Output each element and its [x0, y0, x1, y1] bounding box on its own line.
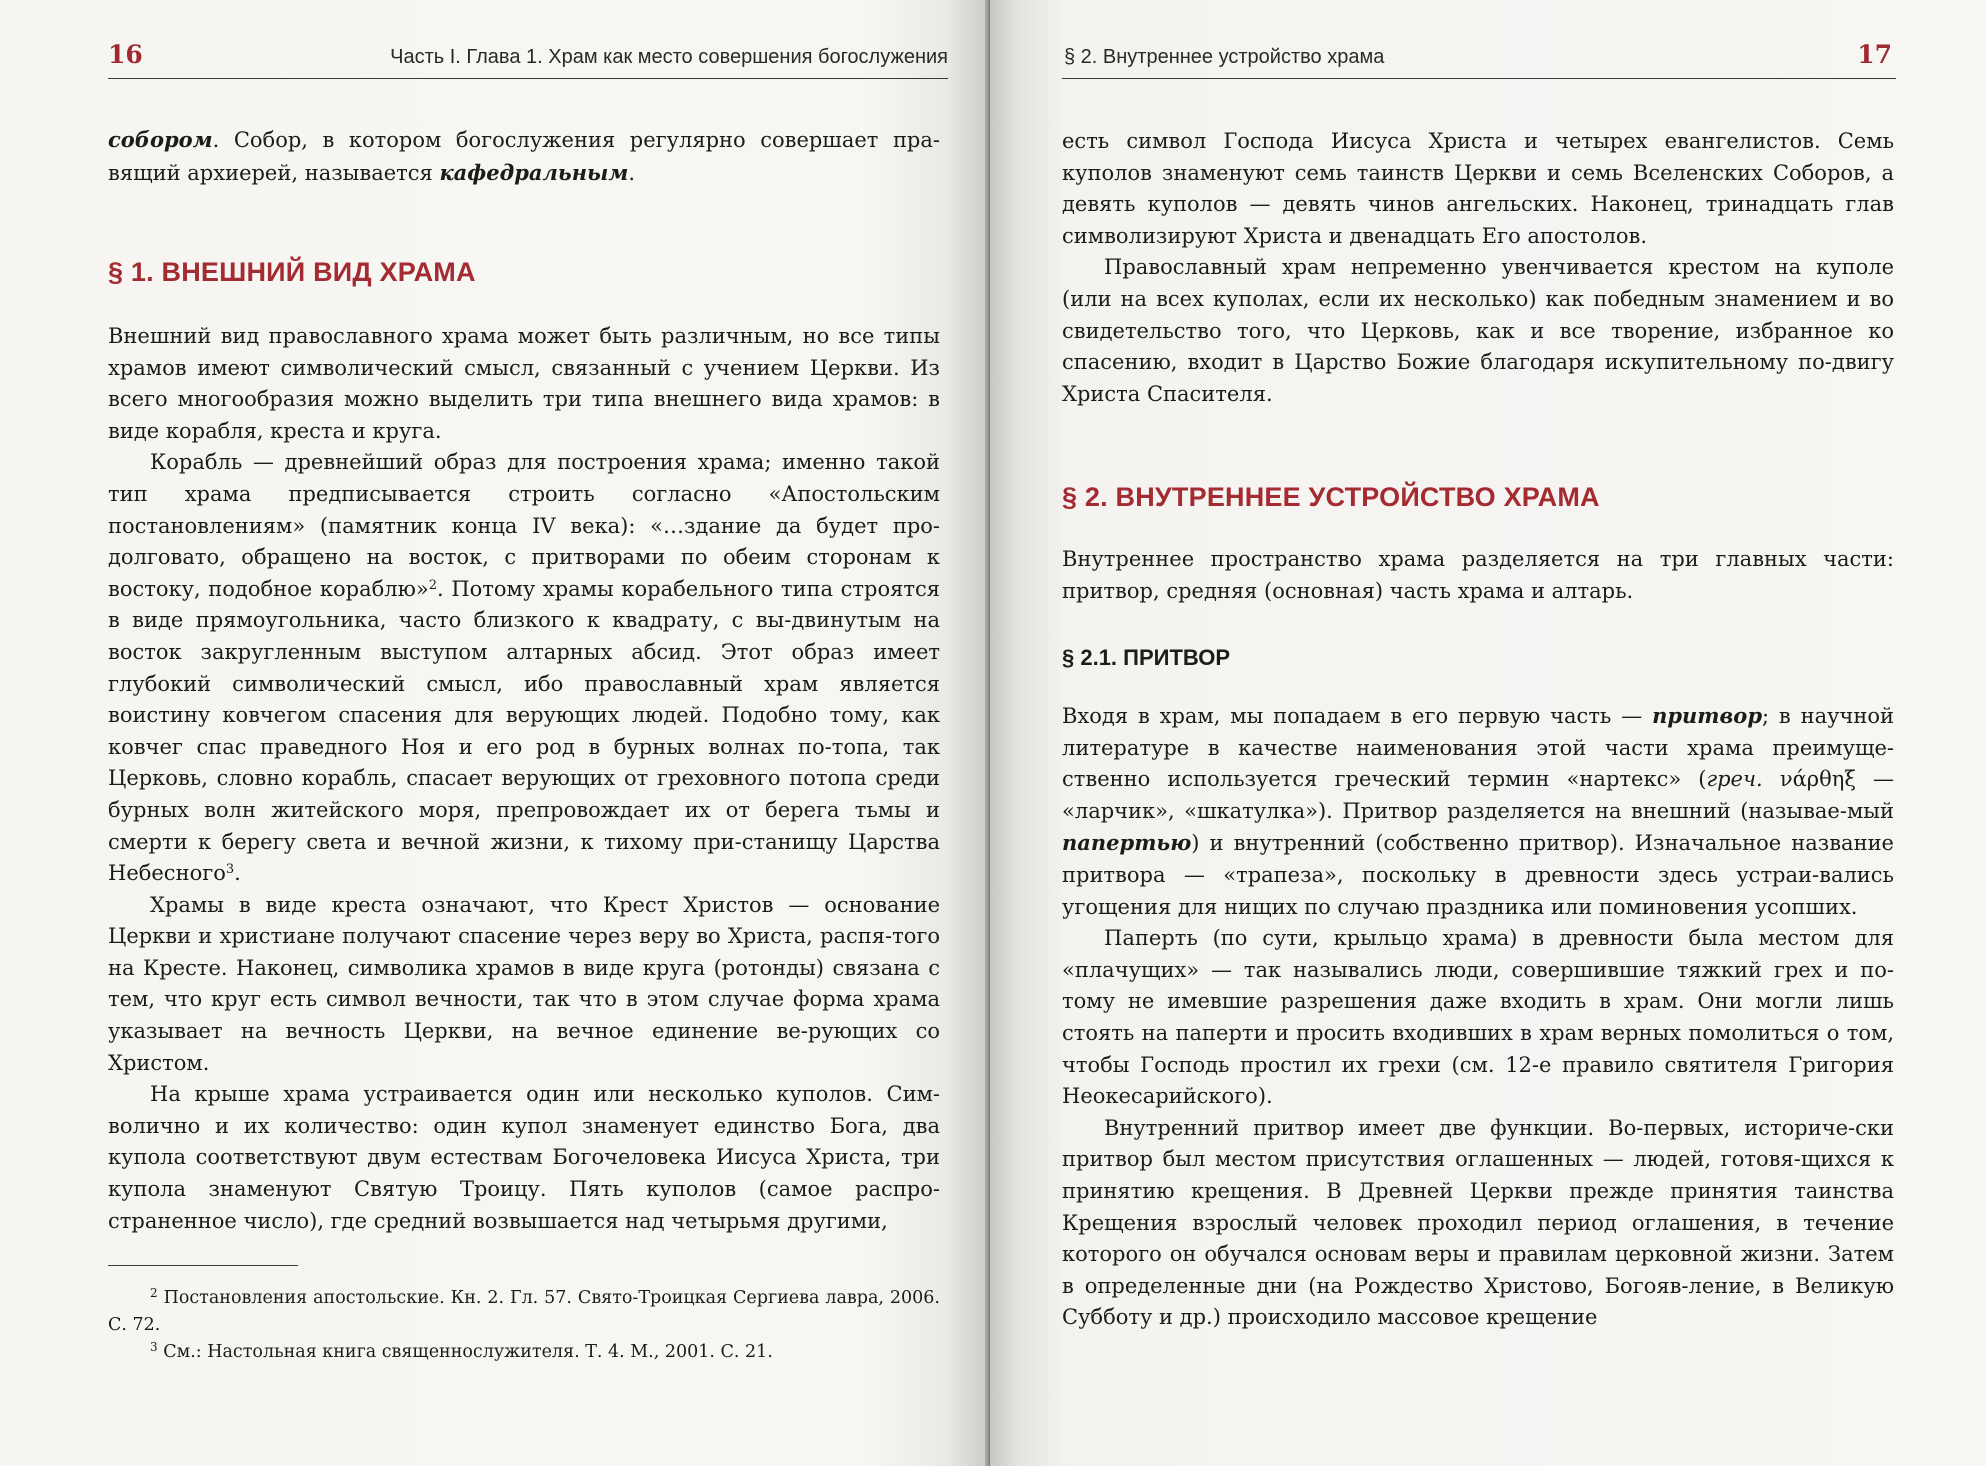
right-subsection-heading: [1062, 645, 1894, 671]
left-body: [108, 321, 940, 1237]
footnote-divider: [108, 1265, 298, 1266]
footnote-ref-3: 3: [225, 862, 235, 878]
right-running-header: § 2. Внутреннее устройство храма: [1064, 46, 1385, 68]
right-section-heading: [1062, 482, 1894, 513]
footnote-2: [108, 1280, 940, 1339]
left-paragraph-1: Внешний вид православного храма может быть различным, но все типы храмов имеют символический смысл, связанный с учением Церкви. Из всего многообразия можно выделить три типа внешнего вида храмов: в виде корабля, креста и круга.: [108, 324, 940, 443]
footnote-3-text: См.: Настольная книга священнослужителя. Т. 4. М., 2001. С. 21.: [163, 1342, 773, 1362]
right-paragraph-4-c: νάρθηξ — «ларчик», «шкатулка»). Притвор разделяется на внешний (называе-мый: [1062, 767, 1895, 823]
right-body-top: [1062, 126, 1894, 410]
right-paragraph-2: Православный храм непременно увенчивается крестом на куполе (или на всех куполах, если их несколько) как победным знамением и во свидетельство того, что Церковь, как и все творение, избранное ко спасению, входит в Царство Божие благодаря искупительному по-двигу Христа Спасителя.: [1062, 255, 1894, 406]
intro-text-1: . Собор, в котором богослужения регулярно совершает пра-вящий архиерей, называется: [108, 128, 940, 185]
left-intro-paragraph: [108, 124, 940, 189]
left-paragraph-3: Храмы в виде креста означают, что Крест Христов — основание Церкви и христиане получают спасение через веру во Христа, распя-того на Кресте. Наконец, символика храмов в виде круга (ротонды) связана с тем, что круг есть символ вечности, так что в этом случае форма храма указывает на вечность Церкви, на вечное единение ве-рующих со Христом.: [108, 892, 940, 1075]
footnote-2-text: Постановления апостольские. Кн. 2. Гл. 57. Свято-Троицкая Сергиева лавра, 2006. С. 72.: [108, 1288, 940, 1335]
right-paragraph-5: Паперть (по сути, крыльцо храма) в древности была местом для «плачущих» — так назывались люди, совершившие тяжкий грех и по-тому не имевшие разрешения даже входить в храм. Они могли лишь стоять на паперти и просить входивших в храм верных помолиться о том, чтобы Господь простил их грехи (см. 12-е правило святителя Григория Неокесарийского).: [1062, 926, 1894, 1109]
footnote-2-number: 2: [150, 1286, 158, 1300]
footnote-3: [108, 1334, 940, 1366]
right-paragraph-4-d: ) и внутренний (собственно притвор). Изначальное название притвора — «трапеза», поскольку в древности здесь устраи-вались угощения для нищих по случаю праздника или поминовения усопших.: [1062, 831, 1894, 919]
term-papert: папертью: [1062, 830, 1192, 856]
right-intro: [1062, 544, 1894, 607]
right-page-number: 17: [1857, 40, 1892, 69]
right-paragraph-6: Внутренний притвор имеет две функции. Во-первых, историче-ски притвор был местом присутствия оглашенных — людей, готовя-щихся к принятию крещения. В Древней Церкви прежде принятия таинства Крещения взрослый человек проходил период оглашения, в течение которого он обучался основам веры и правилам церковной жизни. Затем в определенные дни (на Рождество Христово, Богояв-ление, в Великую Субботу и др.) происходило массовое крещение: [1062, 1115, 1894, 1330]
section-1-title: § 1. ВНЕШНИЙ ВИД ХРАМА: [108, 257, 476, 287]
right-page-header: [1062, 38, 1896, 79]
left-paragraph-2-c: .: [234, 861, 241, 886]
left-section-heading: [108, 257, 940, 288]
right-paragraph-4-b: ; в научной литературе в качестве наименования этой части храма преимуще-ственно используется греческий термин «нартекс» (: [1062, 704, 1894, 792]
footnote-3-number: 3: [150, 1340, 158, 1354]
subsection-2-1-title: § 2.1. ПРИТВОР: [1062, 645, 1231, 670]
section-2-title: § 2. ВНУТРЕННЕЕ УСТРОЙСТВО ХРАМА: [1062, 482, 1600, 512]
right-page: [990, 0, 1986, 1466]
left-running-header: Часть I. Глава 1. Храм как место совершения богослужения: [390, 46, 948, 68]
term-sobor: собором: [108, 127, 213, 152]
intro-text-2: .: [628, 160, 636, 185]
right-body-bottom: [1062, 700, 1894, 1334]
left-paragraph-2: [108, 447, 940, 889]
left-page-number: 16: [108, 40, 143, 69]
right-paragraph-4-a: Входя в храм, мы попадаем в его первую часть —: [1062, 704, 1653, 728]
left-page: [0, 0, 985, 1466]
left-paragraph-2-b: . Потому храмы корабельного типа строятся в виде прямоугольника, часто близкого к квадрату, с вы-двинутым на восток закругленным выступом алтарных абсид. Этот образ имеет глубокий символический смысл, ибо православный храм является воистину ковчегом спасения для верующих людей. Подобно тому, как ковчег спас праведного Ноя и его род в бурных волнах по-топа, так Церковь, словно корабль, спасает верующих от греховного потопа среди бурных волн житейского моря, препровождает их от берега тьмы и смерти к берегу света и вечной жизни, к тихому при-станищу Царства Небесного: [108, 576, 940, 886]
left-paragraph-4: На крыше храма устраивается один или несколько куполов. Сим-волично и их количество: один купол знаменует единство Бога, два купола соответствуют двум естествам Богочеловека Иисуса Христа, три купола знаменуют Святую Троицу. Пять куполов (самое распро-страненное число), где средний возвышается над четырьмя другими,: [108, 1082, 940, 1233]
right-paragraph-1: есть символ Господа Иисуса Христа и четырех евангелистов. Семь куполов знаменуют семь таинств Церкви и семь Вселенских Соборов, а девять куполов — девять чинов ангельских. Наконец, тринадцать глав символизируют Христа и двенадцать Его апостолов.: [1062, 129, 1894, 248]
right-paragraph-3: Внутреннее пространство храма разделяется на три главных части: притвор, средняя (основная) часть храма и алтарь.: [1062, 547, 1894, 603]
footnote-ref-2: 2: [428, 577, 437, 593]
term-pritvor: притвор: [1652, 703, 1762, 728]
left-page-header: [108, 38, 948, 79]
left-paragraph-2-a: Корабль — древнейший образ для построения храма; именно такой тип храма предписывается строить согласно «Апостольским постановлениям» (памятник конца IV века): «…здание да будет про-долговато, обращено на восток, с притворами по обеим сторонам к востоку, подобное кораблю»: [108, 450, 940, 601]
term-kafedralnyi: кафедральным: [439, 159, 629, 185]
abbr-greek: греч.: [1706, 767, 1763, 792]
right-paragraph-4: [1062, 700, 1894, 923]
